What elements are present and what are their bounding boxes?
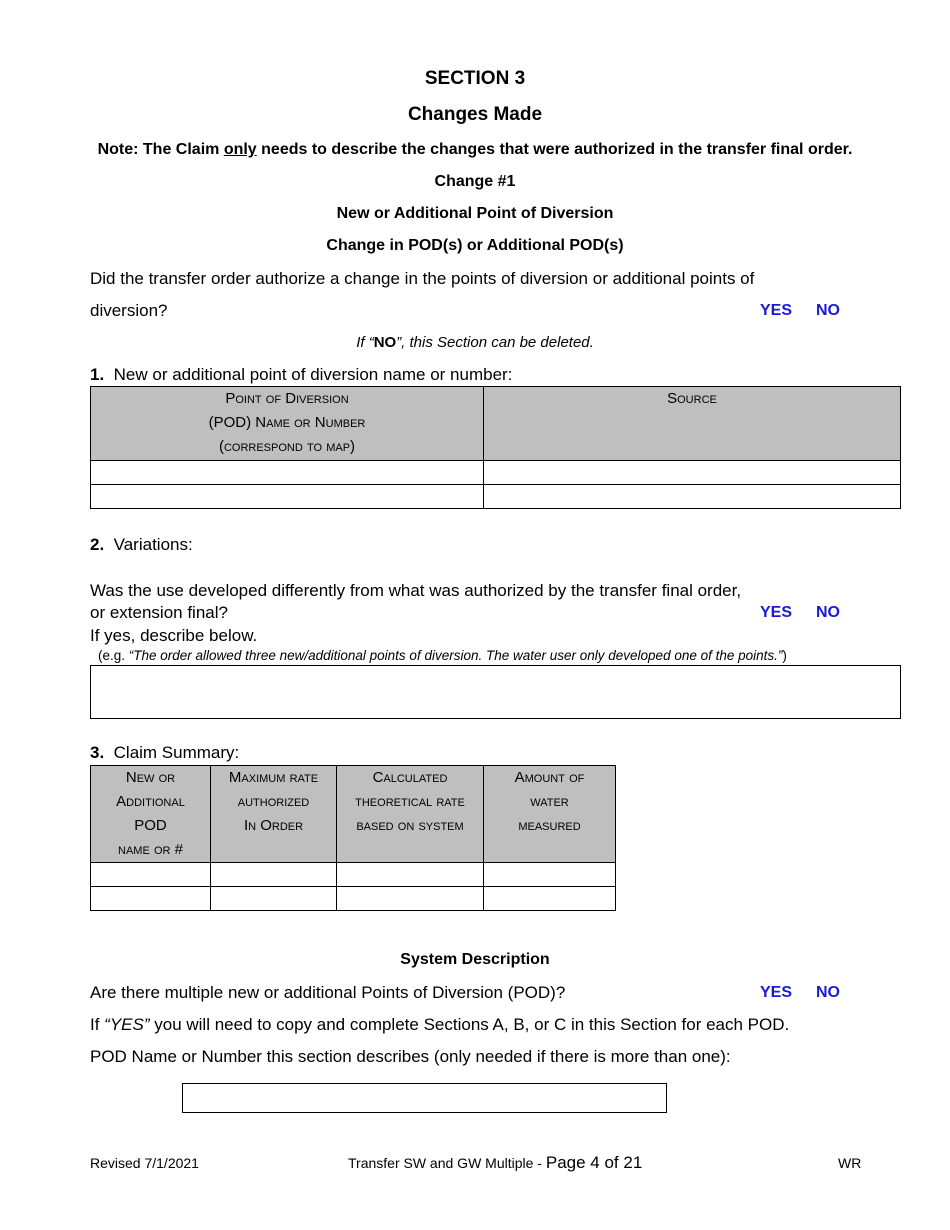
claim-summary-table xyxy=(90,765,616,911)
copy-suffix: you will need to copy and complete Sections A, B, or C in this Section for each POD. xyxy=(149,1015,790,1034)
table-row xyxy=(91,485,901,509)
note-suffix: needs to describe the changes that were authorized in the transfer final order. xyxy=(256,141,853,158)
item2-question-line2: or extension final? xyxy=(90,603,228,622)
pod-header-line: (POD) Name or Number xyxy=(208,414,366,431)
change-title: Change #1 xyxy=(434,173,516,190)
delete-note-bold: NO xyxy=(373,334,397,351)
pod-header-line: (correspond to map) xyxy=(218,438,356,455)
item2-question-line1: Was the use developed differently from what was authorized by the transfer final order, xyxy=(90,581,742,600)
section-title: SECTION 3 xyxy=(424,68,526,89)
change-subtitle-2: Change in POD(s) or Additional POD(s) xyxy=(326,237,624,254)
claim-cell[interactable] xyxy=(484,887,616,911)
source-header: Source xyxy=(667,390,717,407)
system-copy-instruction xyxy=(90,1015,789,1035)
header-line: Additional xyxy=(116,793,185,810)
footer-form-name: Transfer SW and GW Multiple - xyxy=(348,1155,546,1171)
question1-no-option[interactable]: NO xyxy=(816,302,840,319)
pod-name-cell[interactable] xyxy=(91,461,484,485)
item2-no-option[interactable]: NO xyxy=(816,604,840,621)
pod-name-cell[interactable] xyxy=(91,485,484,509)
item2-number: 2. xyxy=(90,535,105,554)
item2-example xyxy=(98,648,787,663)
question1-line2: diversion? xyxy=(90,301,168,320)
question1-line1: Did the transfer order authorize a change in the points of diversion or additional points of xyxy=(90,269,755,288)
header-line: water xyxy=(530,793,569,810)
header-line: theoretical rate xyxy=(355,793,465,810)
claim-cell[interactable] xyxy=(337,863,484,887)
claim-cell[interactable] xyxy=(211,863,337,887)
pod-name-input[interactable] xyxy=(182,1083,667,1113)
header-line: New or xyxy=(125,769,176,786)
pod-table xyxy=(90,386,901,509)
header-line: POD xyxy=(134,817,167,834)
item1-heading xyxy=(90,365,512,385)
note-prefix: Note: The Claim xyxy=(97,141,224,158)
table-row xyxy=(91,863,616,887)
footer-form xyxy=(348,1153,642,1173)
system-title: System Description xyxy=(400,951,550,968)
system-question: Are there multiple new or additional Points of Diversion (POD)? xyxy=(90,983,566,1002)
claim-cell[interactable] xyxy=(337,887,484,911)
claim-cell[interactable] xyxy=(484,863,616,887)
header-max-rate xyxy=(211,766,337,863)
item2-label: Variations: xyxy=(113,535,193,554)
footer-revised: Revised 7/1/2021 xyxy=(90,1155,199,1171)
source-cell[interactable] xyxy=(484,461,901,485)
claim-summary-header xyxy=(91,766,616,863)
example-italic: “The order allowed three new/additional points of diversion. The water user only developed one of the points.” xyxy=(128,648,783,663)
item2-heading xyxy=(90,535,193,555)
source-cell[interactable] xyxy=(484,485,901,509)
item3-label: Claim Summary: xyxy=(113,743,240,762)
question1-yes-option[interactable]: YES xyxy=(760,302,793,319)
header-line: Maximum rate xyxy=(228,769,319,786)
delete-note-prefix: If “ xyxy=(356,334,374,351)
claim-cell[interactable] xyxy=(211,887,337,911)
item3-number: 3. xyxy=(90,743,105,762)
header-calculated-rate xyxy=(337,766,484,863)
delete-note-suffix: ”, this Section can be deleted. xyxy=(396,334,594,351)
system-yes-option[interactable]: YES xyxy=(760,984,793,1001)
copy-prefix: If xyxy=(90,1015,105,1034)
delete-note xyxy=(0,334,950,351)
header-line: Calculated xyxy=(372,769,448,786)
table-row xyxy=(91,887,616,911)
note-underlined: only xyxy=(223,141,257,158)
claim-cell[interactable] xyxy=(91,887,211,911)
header-line: measured xyxy=(518,817,581,834)
header-line: based on system xyxy=(356,817,464,834)
item2-yes-option[interactable]: YES xyxy=(760,604,793,621)
item2-describe: If yes, describe below. xyxy=(90,626,258,645)
example-suffix: ) xyxy=(782,648,787,663)
change-subtitle: New or Additional Point of Diversion xyxy=(336,205,614,222)
footer-page-number: Page 4 of 21 xyxy=(545,1153,643,1172)
pod-name-label: POD Name or Number this section describes (only needed if there is more than one): xyxy=(90,1047,731,1066)
header-line: name or # xyxy=(118,841,183,858)
header-amount-measured xyxy=(484,766,616,863)
section-subtitle: Changes Made xyxy=(407,104,543,125)
pod-table-header-pod xyxy=(91,387,484,461)
copy-italic: “YES” xyxy=(104,1015,150,1034)
pod-table-header-source xyxy=(484,387,901,461)
footer-code: WR xyxy=(838,1155,862,1171)
table-row xyxy=(91,461,901,485)
header-line: Amount of xyxy=(514,769,585,786)
item3-heading xyxy=(90,743,239,763)
claim-cell[interactable] xyxy=(91,863,211,887)
pod-header-line: Point of Diversion xyxy=(225,390,349,407)
header-line: In Order xyxy=(243,817,304,834)
item1-number: 1. xyxy=(90,365,105,384)
note xyxy=(0,141,950,159)
header-new-pod xyxy=(91,766,211,863)
system-no-option[interactable]: NO xyxy=(816,984,840,1001)
pod-table-header xyxy=(91,387,901,461)
variations-answer-box[interactable] xyxy=(90,665,901,719)
item1-label: New or additional point of diversion name or number: xyxy=(113,365,513,384)
example-prefix: (e.g. xyxy=(98,648,129,663)
header-line: authorized xyxy=(237,793,310,810)
